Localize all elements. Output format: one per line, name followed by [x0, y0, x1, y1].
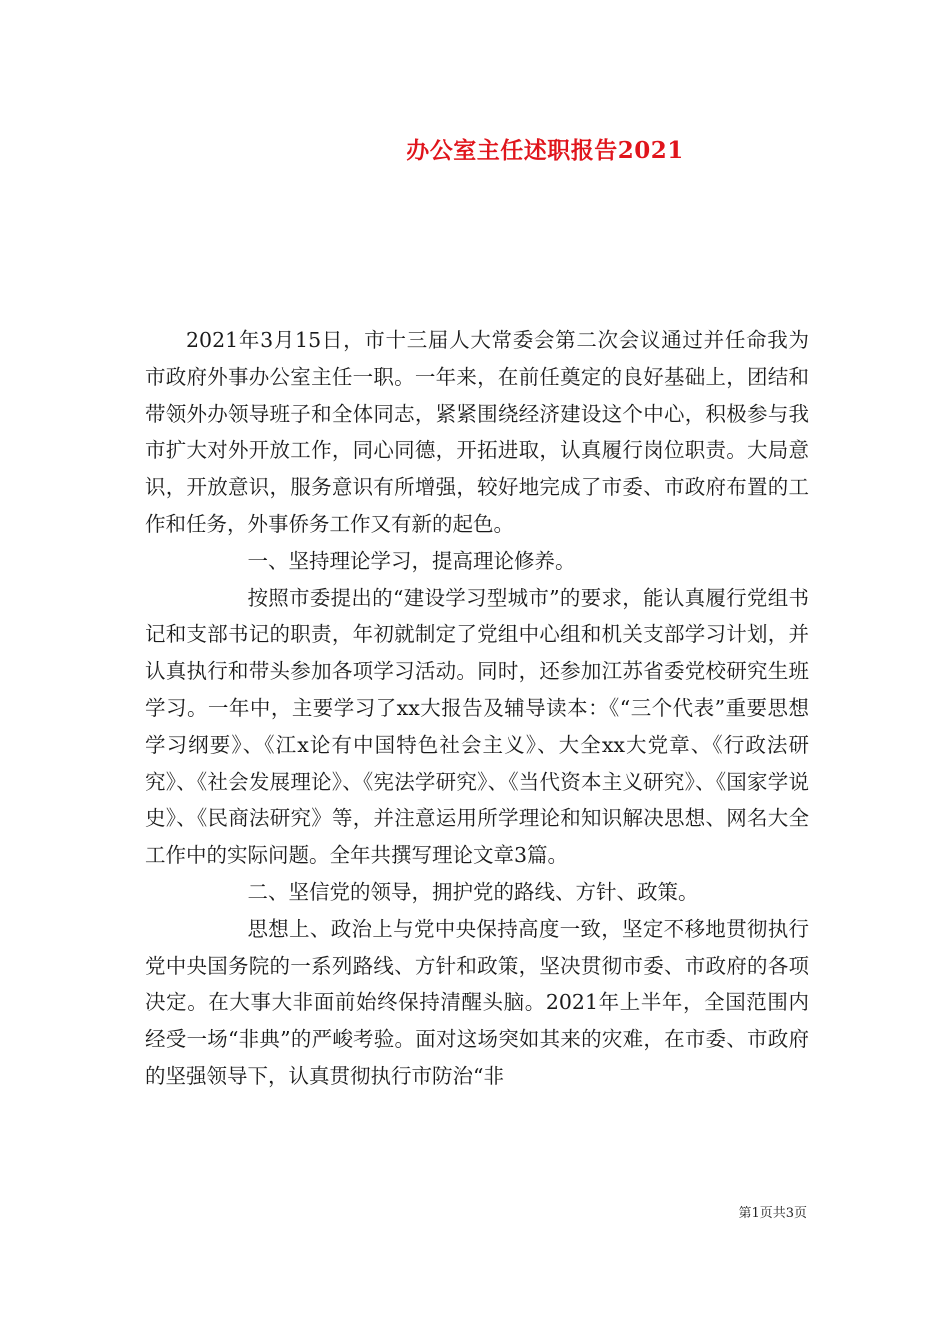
- section-heading-party-leadership: 二、坚信党的领导，拥护党的路线、方针、政策。: [247, 879, 699, 904]
- page-number: 第1页共3页: [738, 1206, 807, 1221]
- document-title: 办公室主任述职报告2021: [406, 137, 684, 164]
- paragraph-party-leadership: 思想上、政治上与党中央保持高度一致，坚定不移地贯彻执行党中央国务院的一系列路线、方针和政策，坚决贯彻市委、市政府的各项决定。在大事大非面前始终保持清醒头脑。2021年上半年，全国范围内经受一场“非典”的严峻考验。面对这场突如其来的灾难，在市委、市政府的坚强领导下，认真贯彻执行市防治“非: [145, 916, 809, 1088]
- section-heading-theory-study: 一、坚持理论学习，提高理论修养。: [247, 548, 576, 573]
- paragraph-theory-study: 按照市委提出的“建设学习型城市”的要求，能认真履行党组书记和支部书记的职责，年初就制定了党组中心组和机关支部学习计划，并认真执行和带头参加各项学习活动。同时，还参加江苏省委党校研究生班学习。一年中，主要学习了xx大报告及辅导读本：《“三个代表”重要思想学习纲要》、《江x论有中国特色社会主义》、大全xx大党章、《行政法研究》、《社会发展理论》、《宪法学研究》、《当代资本主义研究》、《国家学说史》、《民商法研究》等，并注意运用所学理论和知识解决思想、网名大全工作中的实际问题。全年共撰写理论文章3篇。: [145, 585, 809, 868]
- document-body: [145, 322, 809, 1095]
- paragraph-appointment: 2021年3月15日，市十三届人大常委会第二次会议通过并任命我为市政府外事办公室主任一职。一年来，在前任奠定的良好基础上，团结和带领外办领导班子和全体同志，紧紧围绕经济建设这个中心，积极参与我市扩大对外开放工作，同心同德，开拓进取，认真履行岗位职责。大局意识，开放意识，服务意识有所增强，较好地完成了市委、市政府布置的工作和任务，外事侨务工作又有新的起色。: [145, 328, 809, 536]
